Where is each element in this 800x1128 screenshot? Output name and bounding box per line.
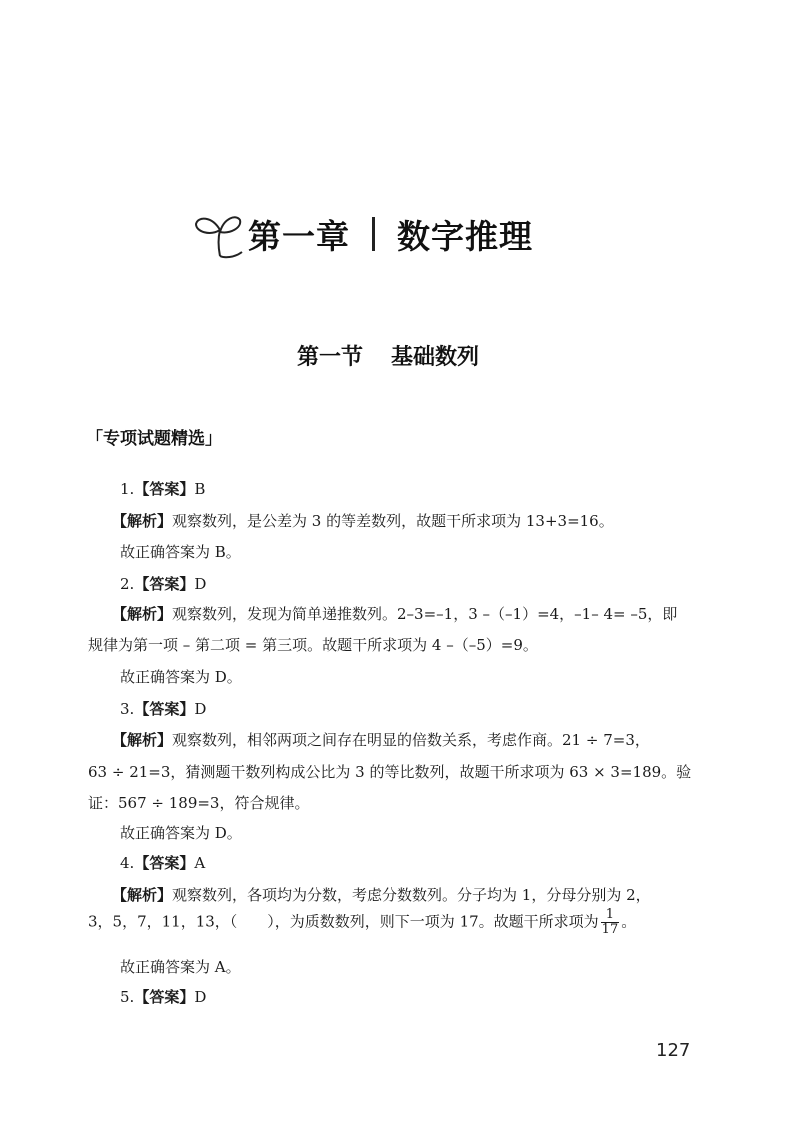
conclusion-line-2: 故正确答案为 D。	[120, 668, 242, 686]
answer-line-3: 3.【答案】D	[120, 700, 207, 718]
conclusion-line-1: 故正确答案为 B。	[120, 543, 241, 561]
answer-line-2: 2.【答案】D	[120, 575, 207, 593]
analysis-line-3a: 【解析】观察数列，相邻两项之间存在明显的倍数关系，考虑作商。21 ÷ 7=3，	[112, 731, 650, 749]
page-number: 127	[656, 1040, 691, 1061]
conclusion-line-4: 故正确答案为 A。	[120, 958, 241, 976]
analysis-line-2a: 【解析】观察数列，发现为简单递推数列。2–3=–1，3 –（–1）=4，–1– 4= –5，即	[112, 605, 678, 623]
section-title	[0, 340, 776, 371]
conclusion-line-3: 故正确答案为 D。	[120, 824, 242, 842]
subheading: 「专项试题精选」	[86, 429, 222, 449]
answer-line-4: 4.【答案】A	[120, 854, 206, 872]
analysis-line-4a: 【解析】观察数列，各项均为分数，考虑分数数列。分子均为 1，分母分别为 2，	[112, 886, 651, 904]
chapter-heading	[190, 204, 533, 264]
analysis-line-3b: 63 ÷ 21=3，猜测题干数列构成公比为 3 的等比数列，故题干所求项为 63 × 3=189。验	[88, 763, 692, 781]
chapter-divider	[372, 217, 375, 251]
section-name: 基础数列	[391, 345, 480, 370]
analysis-line-3c: 证：567 ÷ 189=3，符合规律。	[88, 794, 310, 812]
fraction-one-seventeenth: $\frac{1}{17}$	[601, 907, 619, 937]
analysis-line-4b: 3，5，7，11，13，（ ），为质数数列，则下一项为 17。故题干所求项为 $\frac{1}{17}$ 。	[88, 907, 637, 937]
answer-line-1: 1.【答案】B	[120, 480, 206, 498]
sprout-icon	[190, 208, 246, 260]
chapter-number: 第一章	[248, 216, 350, 256]
analysis-line-1: 【解析】观察数列，是公差为 3 的等差数列，故题干所求项为 13+3=16。	[112, 512, 614, 530]
answer-line-5: 5.【答案】D	[120, 988, 207, 1006]
chapter-title: 数字推理	[397, 216, 533, 256]
section-number: 第一节	[296, 345, 363, 370]
analysis-line-2b: 规律为第一项 – 第二项 = 第三项。故题干所求项为 4 –（–5）=9。	[88, 636, 538, 654]
